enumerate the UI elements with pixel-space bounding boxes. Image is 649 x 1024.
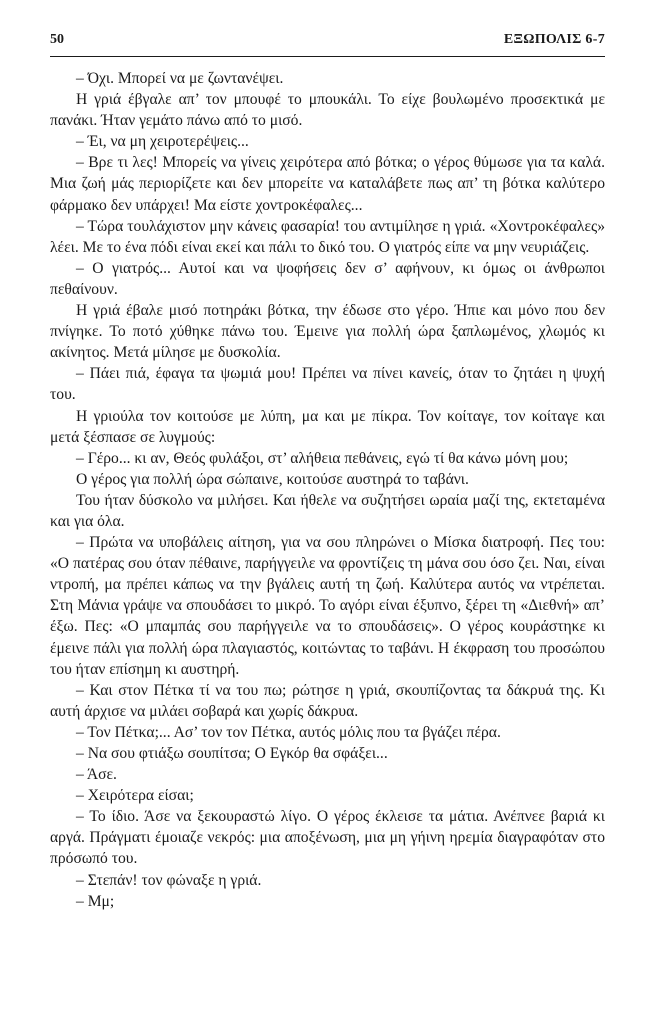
- paragraph: – Ο γιατρός... Αυτοί και να ψοφήσεις δεν σ’ αφήνουν, κι όμως οι άνθρωποι πεθαίνουν.: [50, 259, 605, 298]
- paragraph: – Χειρότερα είσαι;: [76, 787, 194, 805]
- paragraph: – Και στον Πέτκα τί να του πω; ρώτησε η γριά, σκουπίζοντας τα δάκρυά της. Κι αυτή άρχισε να μιλάει σοβαρά και χωρίς δάκρυα.: [50, 681, 605, 720]
- paragraph: Η γριούλα τον κοιτούσε με λύπη, μα και με πίκρα. Τον κοίταγε, τον κοίταγε και μετά ξέσπασε σε λυγμούς:: [50, 407, 605, 446]
- paragraph: – Έι, να μη χειροτερέψεις...: [76, 133, 249, 151]
- paragraph: – Γέρο... κι αν, Θεός φυλάξοι, στ’ αλήθεια πεθάνεις, εγώ τί θα κάνω μόνη μου;: [76, 449, 569, 467]
- page-number: 50: [50, 32, 64, 47]
- header-rule: [50, 56, 605, 57]
- paragraph: – Άσε.: [76, 766, 117, 784]
- paragraph: – Πρώτα να υποβάλεις αίτηση, για να σου πληρώνει ο Μίσκα διατροφή. Πες του: «Ο πατέρας σου όταν πέθαινε, παρήγγειλε να φροντίζεις τη μάνα σου όσο ζει. Ναι, είναι ντροπή, μα πρέπει κάπως να την βγάλεις αυτή τη ζωή. Καλύτερα αυτός να ντρέπεται. Στη Μάνια γράψε να σπουδάσει το μικρό. Το αγόρι είναι έξυπνο, ξέρει τη «Διεθνή» απ’ έξω. Πες: «Ο μπαμπάς σου παρήγγειλε να το σπουδάσεις». Ο γέρος κουράστηκε κι έμεινε πάλι για πολλή ώρα πλαγιαστός, κοιτώντας το ταβάνι. Η έκφραση του προσώπου του ήταν επίσημη κι αυστηρή.: [50, 534, 605, 678]
- paragraph: – Στεπάν! τον φώναξε η γριά.: [76, 871, 262, 889]
- paragraph: – Τον Πέτκα;... Ασ’ τον τον Πέτκα, αυτός μόλις που τα βγάζει πέρα.: [76, 723, 501, 741]
- paragraph: Ο γέρος για πολλή ώρα σώπαινε, κοιτούσε αυστηρά το ταβάνι.: [76, 470, 469, 488]
- body-text: [50, 68, 605, 912]
- paragraph: – Βρε τι λες! Μπορείς να γίνεις χειρότερα από βότκα; ο γέρος θύμωσε για τα καλά. Μια ζωή μάς περιορίζετε και δεν μπορείτε να καταλάβετε πως απ’ τη βότκα καλύτερο φάρμακο δεν υπάρχει! Μα είστε χοντροκέφαλες...: [50, 154, 605, 214]
- paragraph: – Όχι. Μπορεί να με ζωντανέψει.: [76, 70, 284, 87]
- paragraph: Του ήταν δύσκολο να μιλήσει. Και ήθελε να συζητήσει ωραία μαζί της, εκτεταμένα και για όλα.: [50, 491, 605, 530]
- paragraph: Η γριά έβγαλε απ’ τον μπουφέ το μπουκάλι. Το είχε βουλωμένο προσεκτικά με πανάκι. Ήταν γεμάτο πάνω από το μισό.: [50, 91, 605, 130]
- paragraph: – Τώρα τουλάχιστον μην κάνεις φασαρία! του αντιμίλησε η γριά. «Χοντροκέφαλες» λέει. Με το ένα πόδι είναι εκεί και πάλι το δικό του. Ο γιατρός είπε να μην νευριάζεις.: [50, 217, 605, 256]
- page-header: [50, 32, 605, 52]
- running-head: ΕΞΩΠΟΛΙΣ 6-7: [503, 32, 605, 47]
- paragraph: – Το ίδιο. Άσε να ξεκουραστώ λίγο. Ο γέρος έκλεισε τα μάτια. Ανέπνεε βαριά κι αργά. Πράγματι έμοιαζε νεκρός: μια αποξένωση, μια μη γήινη ηρεμία διαγραφόταν στο πρόσωπό του.: [50, 808, 605, 868]
- paragraph: – Πάει πιά, έφαγα τα ψωμιά μου! Πρέπει να πίνει κανείς, όταν το ζητάει η ψυχή του.: [50, 365, 605, 404]
- paragraph: Η γριά έβαλε μισό ποτηράκι βότκα, την έδωσε στο γέρο. Ήπιε και μόνο που δεν πνίγηκε. Το ποτό χύθηκε πάνω του. Έμεινε για πολλή ώρα ξαπλωμένος, χλωμός κι ακίνητος. Μετά μίλησε με δυσκολία.: [50, 302, 605, 362]
- paragraph: – Να σου φτιάξω σουπίτσα; Ο Εγκόρ θα σφάξει...: [76, 745, 388, 762]
- paragraph: – Μμ;: [76, 892, 115, 910]
